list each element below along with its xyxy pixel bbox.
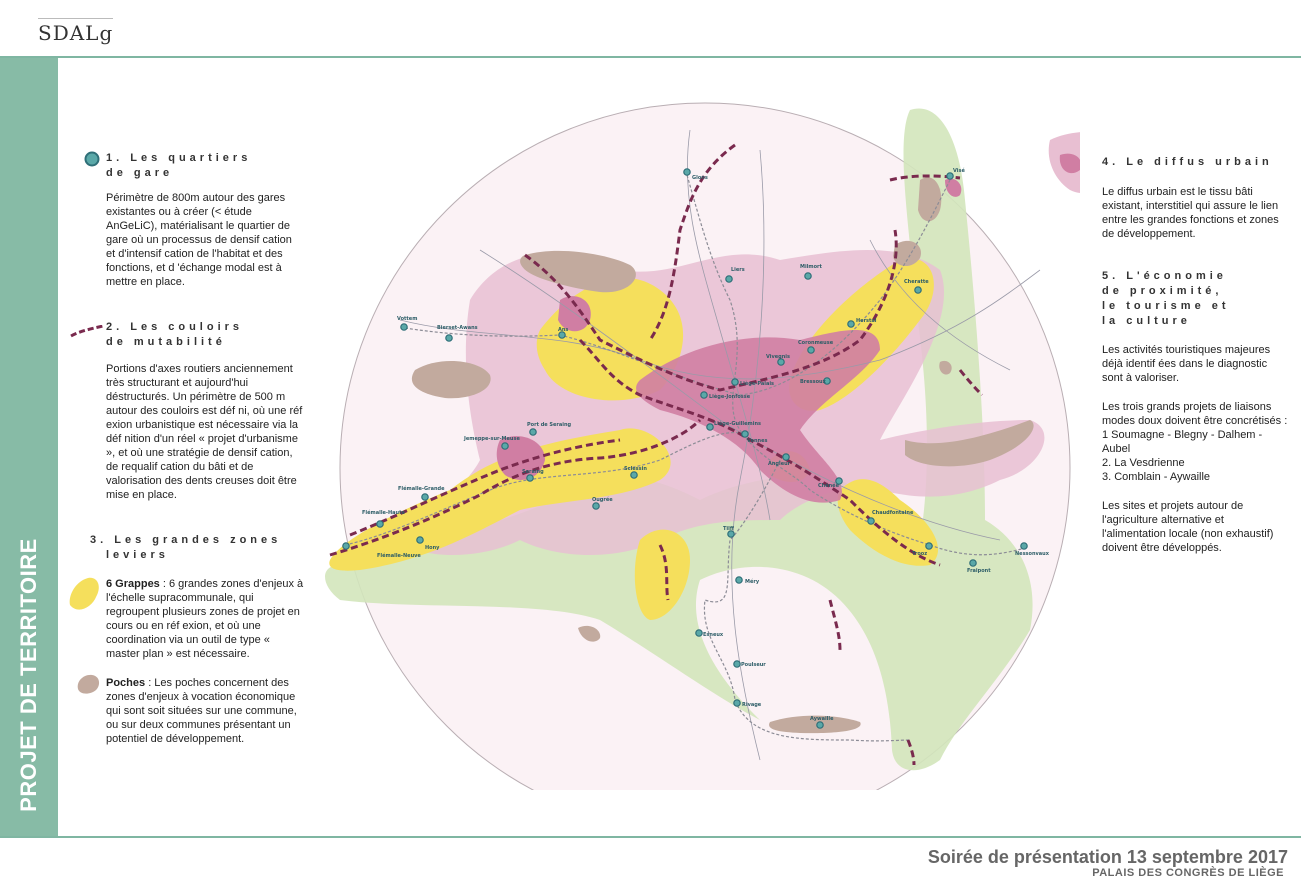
legend-item4-title: 4. Le diffus urbain [1102,156,1273,168]
station-label: Flémalle-Neuve [377,553,421,559]
station-label: Sclessin [624,466,647,472]
legend-item5-project1: 1 Soumagne - Blegny - Dalhem - Aubel [1102,429,1263,455]
legend-item-zones-leviers [90,533,304,563]
station-mery[interactable] [736,577,742,583]
station-bierset-awans[interactable] [446,335,452,341]
station-liege-guillemins[interactable] [707,424,713,430]
legend-poches [84,676,304,746]
grappes-label: 6 Grappes [106,578,160,590]
station-label: Glons [692,175,708,181]
station-label: Liège-Palais [740,381,775,387]
station-label: Vennes [747,438,768,444]
legend-item5-para1: Les activités touristiques majeures déjà identif ées dans le diagnostic sont à valoriser. [1102,344,1271,384]
station-label: Angleur [768,461,791,467]
station-label: Seraing [522,469,544,475]
legend-item5-project2: 2. La Vesdrienne [1102,457,1185,469]
station-liers[interactable] [726,276,732,282]
station-glons[interactable] [684,169,690,175]
legend-item5-para2: Les trois grands projets de liaisons modes doux doivent être concrétisés : [1102,401,1288,427]
legend-item2-text: Portions d'axes routiers anciennement très structurant et aujourd'hui déstructurés. Un périmètre de 500 m autour des couloirs est déf ni, où une réf exion urbanistique est nécessaire via la déf nition d'un réel « projet d'urbanisme », et où une stratégie de densif cation, de requalif cation du bâti et de valorisation des dents creuses doit être mise en place. [106,363,303,501]
station-vennes[interactable] [742,431,748,437]
station-label: Liège-Guillemins [714,421,761,427]
legend-item-quartiers-de-gare [84,151,304,289]
station-label: Bressoux [800,379,826,385]
legend-item-couloirs [84,320,304,502]
station-label: Tilff [723,526,734,532]
station-fraipont[interactable] [970,560,976,566]
station-label: Méry [745,579,760,585]
station-angleur[interactable] [783,454,789,460]
station-rivage[interactable] [734,700,740,706]
poches-label: Poches [106,677,146,689]
sidebar [0,58,58,836]
bottom-divider [0,836,1301,838]
legend-item5-title-3: le tourisme et [1102,300,1230,312]
legend-item3-title-1: 3. Les grandes zones [90,534,282,546]
station-seraing[interactable] [527,475,533,481]
station-milmort[interactable] [805,273,811,279]
poches-description: : Les poches concernent des zones d'enjeux à vocation économique qui sont soit situées sur une commune, ou sur deux communes présentant un potentiel de développement. [106,677,297,745]
grappe-swatch [66,575,102,615]
footer-subtitle: PALAIS DES CONGRÈS DE LIÈGE [1092,867,1284,879]
station-label: Vottem [397,316,418,322]
station-flemalle-grande[interactable] [422,494,428,500]
station-label: Visé [953,168,965,174]
station-icon [84,151,100,167]
station-chaudfontaine[interactable] [868,518,874,524]
station-esneux[interactable] [696,630,702,636]
station-hony[interactable] [417,537,423,543]
station-liege-jonfosse[interactable] [701,392,707,398]
station-herstal[interactable] [848,321,854,327]
legend-item5-project3: 3. Comblain - Aywaille [1102,471,1211,483]
station-label: Fraipont [967,568,991,574]
station-label: Liège-Jonfosse [709,394,751,400]
station-label: Aywaille [810,716,834,722]
legend-item1-title-2: de gare [106,167,174,179]
station-label: Cheratte [904,279,929,285]
header [0,0,1301,57]
station-label: Chaudfontaine [872,510,914,516]
poches-text [106,676,304,746]
station-ougree[interactable] [593,503,599,509]
legend-right [1102,155,1288,555]
station-label: Flémalle-Grande [398,486,445,492]
station-sclessin[interactable] [631,472,637,478]
grappes-description: : 6 grandes zones d'enjeux à l'échelle supracommunale, qui regroupent plusieurs zones de projet en cours ou en réf exion, et où une coordination via un outil de type « master plan » est nécessaire. [106,578,304,660]
station-vottem[interactable] [401,324,407,330]
station-label: Herstal [856,318,877,324]
station-label: Vivegnis [766,354,790,360]
station-label: Liers [731,267,745,273]
station-label: Trooz [912,551,928,557]
station-flemalle-neuve[interactable] [343,543,349,549]
sidebar-title: PROJET DE TERRITOIRE [16,538,41,812]
territory-map [300,100,1080,790]
station-label: Nessonvaux [1015,551,1049,557]
station-label: Hony [425,545,440,551]
station-label: Esneux [703,632,724,638]
poche-swatch [76,673,102,695]
station-aywaille[interactable] [817,722,823,728]
legend-item5-title-4: la culture [1102,315,1191,327]
legend-item5-title-1: 5. L'économie [1102,270,1227,282]
legend-item5-title-2: de proximité, [1102,285,1223,297]
legend-item1-text: Périmètre de 800m autour des gares existantes ou à créer (< étude AnGeLiC), matérialisant le quartier de gare où un processus de densif cation et d'intensif cation de l'habitat et des fonctions, et d 'échange modal est à mettre en place. [106,192,292,288]
station-label: Flémalle-Haute [362,510,405,516]
station-jemeppe[interactable] [502,443,508,449]
top-divider [0,56,1301,58]
legend-item2-title-2: de mutabilité [106,336,226,348]
station-cheratte[interactable] [915,287,921,293]
legend-item3-title-2: leviers [106,549,169,561]
station-trooz[interactable] [926,543,932,549]
station-label: Bierset-Awans [437,325,478,331]
legend-item1-title-1: 1. Les quartiers [106,152,252,164]
station-label: Chênée [818,483,839,489]
legend-item5-para3: Les sites et projets autour de l'agriculture alternative et l'alimentation locale (non exhaustif) doivent être développés. [1102,500,1274,554]
legend-item4-text: Le diffus urbain est le tissu bâti existant, interstitiel qui assure le lien entre les grandes fonctions et zones de développement. [1102,186,1279,240]
legend-left [84,151,304,746]
station-label: Jemeppe-sur-Meuse [464,436,520,442]
grappes-text [106,577,304,661]
station-coronmeuse[interactable] [808,347,814,353]
station-label: Poulseur [741,662,766,668]
logo: SDALg [38,18,113,45]
couloir-icon [70,325,104,339]
footer-title: Soirée de présentation 13 septembre 2017 [927,847,1288,867]
station-label: Ans [558,327,569,333]
station-nessonvaux[interactable] [1021,543,1027,549]
legend-item5 [1102,269,1288,555]
station-label: Port de Seraing [527,422,572,428]
station-poulseur[interactable] [734,661,740,667]
legend-item2-title-1: 2. Les couloirs [106,321,244,333]
station-label: Ougrée [592,497,613,503]
station-flemalle-haute[interactable] [377,521,383,527]
station-port-de-seraing[interactable] [530,429,536,435]
station-liege-palais[interactable] [732,379,738,385]
legend-grappes [84,577,304,661]
station-label: Coronmeuse [798,340,834,346]
station-label: Rivage [742,702,762,708]
station-label: Milmort [800,264,822,270]
